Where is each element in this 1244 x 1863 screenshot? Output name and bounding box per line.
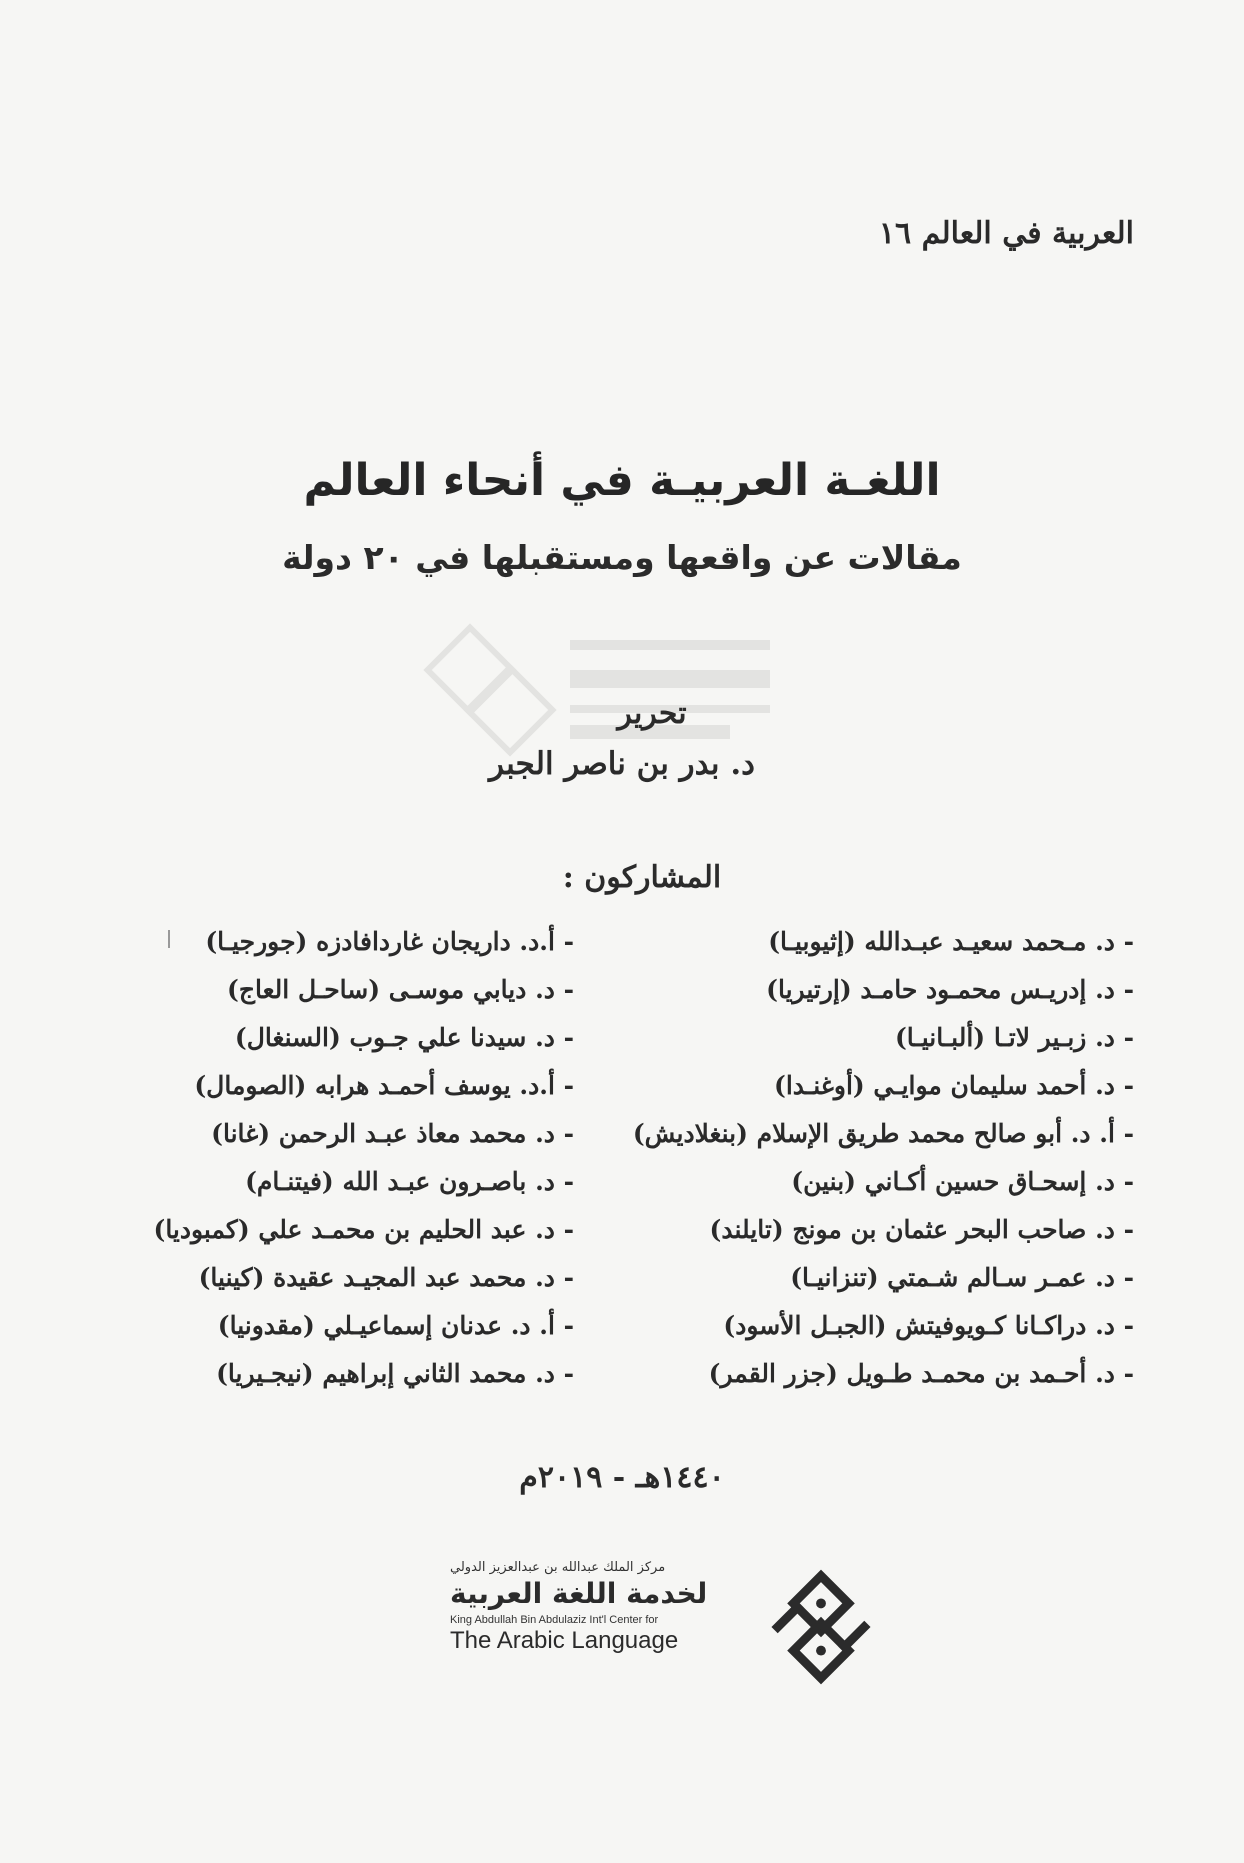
participants-left-column bbox=[114, 918, 574, 1398]
publisher-english-line1: King Abdullah Bin Abdulaziz Int'l Center for bbox=[450, 1614, 659, 1626]
participants-label: المشاركون : bbox=[562, 860, 722, 895]
publication-date: ١٤٤٠هـ - ٢٠١٩م bbox=[519, 1460, 725, 1495]
participant: - د. سيدنا علي جـوب (السنغال) bbox=[234, 1023, 574, 1052]
participant: - أ. د. عدنان إسماعيـلي (مقدونيا) bbox=[217, 1311, 574, 1340]
participant: - د. عمـر سـالم شـمتي (تنزانيـا) bbox=[790, 1263, 1134, 1292]
participant: - د. محمد الثاني إبراهيم (نيجـيريا) bbox=[216, 1359, 574, 1388]
participant: - د. عبد الحليم بن محمـد علي (كمبوديا) bbox=[153, 1215, 574, 1244]
participant: - د. محمد معاذ عبـد الرحمن (غانا) bbox=[211, 1119, 574, 1148]
publisher-name-line2: لخدمة اللغة العربية bbox=[450, 1577, 708, 1610]
participant: - د. محمد عبد المجيـد عقيدة (كينيا) bbox=[198, 1263, 574, 1292]
publisher-text bbox=[450, 1560, 730, 1655]
participant: - أ. د. أبو صالح محمد طريق الإسلام (بنغلاديش) bbox=[632, 1119, 1134, 1148]
participants-right-column bbox=[632, 918, 1134, 1398]
participant: - أ.د. يوسف أحمـد هرابه (الصومال) bbox=[194, 1071, 574, 1100]
participants-list bbox=[114, 918, 1134, 1398]
participant: - د. أحـمد بن محمـد طـويل (جزر القمر) bbox=[708, 1359, 1134, 1388]
participant: - د. أحمد سليمان موايـي (أوغنـدا) bbox=[774, 1071, 1134, 1100]
publisher-name-line1: مركز الملك عبدالله بن عبدالعزيز الدولي bbox=[450, 1560, 666, 1575]
editor-label: تحرير bbox=[617, 696, 687, 731]
participant: - د. ديابي موسـى (ساحـل العاج) bbox=[227, 975, 574, 1004]
publisher-logo-icon bbox=[762, 1568, 880, 1686]
participant: - أ.د. داريجان غاردافادزه (جورجيـا) bbox=[205, 927, 574, 956]
publisher-block bbox=[450, 1560, 880, 1680]
participant: - د. إدريـس محمـود حامـد (إرتيريا) bbox=[766, 975, 1134, 1004]
participant: - د. مـحمد سعيـد عبـدالله (إثيوبيـا) bbox=[768, 927, 1134, 956]
participant: - د. باصـرون عبـد الله (فيتنـام) bbox=[245, 1167, 574, 1196]
book-subtitle: مقالات عن واقعها ومستقبلها في ٢٠ دولة bbox=[282, 538, 962, 577]
editor-name: د. بدر بن ناصر الجبر bbox=[489, 746, 755, 782]
publisher-english-line2: The Arabic Language bbox=[450, 1627, 679, 1654]
series-title: العربية في العالم ١٦ bbox=[878, 216, 1134, 251]
participant: - د. زبـير لاتـا (ألبـانيـا) bbox=[894, 1023, 1134, 1052]
participant: - د. إسحـاق حسين أكـاني (بنين) bbox=[791, 1167, 1134, 1196]
participant: - د. صاحب البحر عثمان بن مونج (تايلند) bbox=[709, 1215, 1134, 1244]
book-title: اللغـة العربيـة في أنحاء العالم bbox=[303, 455, 941, 506]
participant: - د. دراكـانا كـويوفيتش (الجبـل الأسود) bbox=[723, 1311, 1134, 1340]
